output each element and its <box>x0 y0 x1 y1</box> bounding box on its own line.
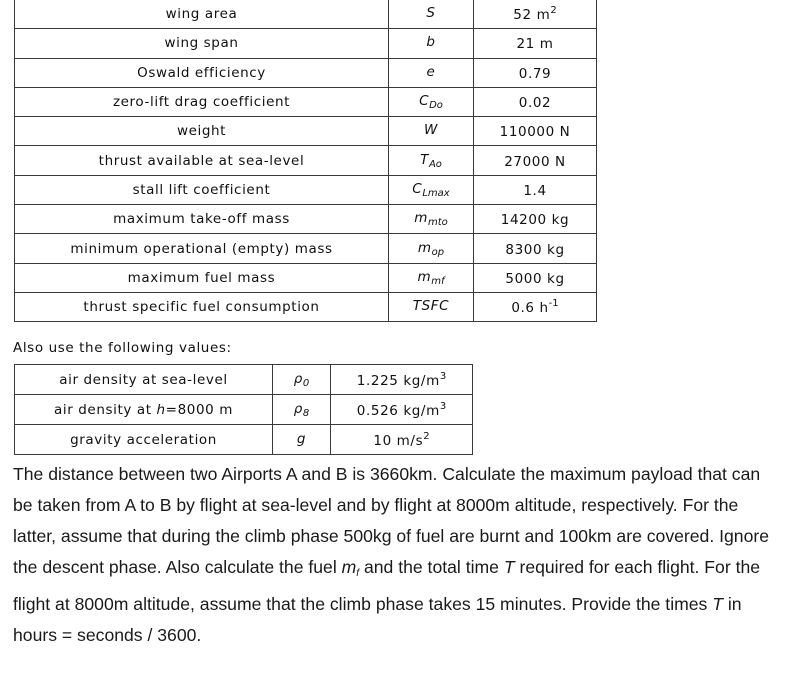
parameter-name: weight <box>15 117 389 146</box>
parameter-value: 5000 kg <box>474 263 597 292</box>
parameter-symbol: b <box>389 29 474 58</box>
problem-statement <box>13 459 778 651</box>
constant-row <box>15 395 473 425</box>
parameter-row <box>15 0 597 29</box>
parameter-name: thrust specific fuel consumption <box>15 292 389 321</box>
problem-text-4: in hours = seconds / 3600. <box>13 594 742 645</box>
parameter-symbol: $m_{mto}$ <box>389 205 474 234</box>
parameter-value: 110000 N <box>474 117 597 146</box>
parameter-name: wing span <box>15 29 389 58</box>
fuel-mass-symbol: $m_f$ <box>341 557 360 579</box>
constants-intro-label: Also use the following values: <box>13 340 232 356</box>
time-symbol: T <box>503 557 515 577</box>
constant-name: air density at h=8000 m <box>15 395 273 425</box>
problem-text-1: The distance between two Airports A and B is 3660km. Calculate the maximum payload that can be taken from A to B by flight at sea-level and by flight at 8000m altitude, respectively. For the latter, assume that during the climb phase 500kg of fuel are burnt and 100km are covered. Ignore the descent phase. Also calculate the fuel <box>13 464 770 577</box>
parameter-symbol: W <box>389 117 474 146</box>
parameter-row <box>15 87 597 116</box>
constant-value: 1.225 $kg/m^3$ <box>331 365 473 395</box>
aircraft-parameters-table <box>14 0 597 322</box>
constant-symbol: $\rho_0$ <box>273 365 331 395</box>
parameter-row <box>15 117 597 146</box>
parameter-row <box>15 205 597 234</box>
parameter-name: thrust available at sea-level <box>15 146 389 175</box>
time-symbol-2: T <box>712 594 723 614</box>
constant-symbol: g <box>273 425 331 455</box>
parameter-name: wing area <box>15 0 389 29</box>
parameter-symbol: S <box>389 0 474 29</box>
problem-text-2: and the total time <box>359 557 504 577</box>
parameter-row <box>15 263 597 292</box>
parameter-value: 27000 N <box>474 146 597 175</box>
parameter-name: minimum operational (empty) mass <box>15 234 389 263</box>
constant-value: 0.526 $kg/m^3$ <box>331 395 473 425</box>
parameter-row <box>15 29 597 58</box>
parameter-value: 14200 kg <box>474 205 597 234</box>
parameter-value: 1.4 <box>474 175 597 204</box>
parameter-symbol: $m_{mf}$ <box>389 263 474 292</box>
parameter-name: Oswald efficiency <box>15 58 389 87</box>
parameter-symbol: TSFC <box>389 292 474 321</box>
problem-text-3: required for each flight. For the flight at 8000m altitude, assume that the climb phase takes 15 minutes. Provide the times <box>13 557 761 614</box>
parameter-symbol: e <box>389 58 474 87</box>
parameter-symbol: $C_{Lmax}$ <box>389 175 474 204</box>
parameter-row <box>15 292 597 321</box>
parameter-name: zero-lift drag coefficient <box>15 87 389 116</box>
parameter-symbol: $T_{Ao}$ <box>389 146 474 175</box>
parameter-value: 8300 kg <box>474 234 597 263</box>
constant-value: 10 $m/s^2$ <box>331 425 473 455</box>
parameter-name: stall lift coefficient <box>15 175 389 204</box>
parameter-value: 0.79 <box>474 58 597 87</box>
constant-row <box>15 365 473 395</box>
parameter-value: 0.6 $h^{-1}$ <box>474 292 597 321</box>
constant-symbol: $\rho_8$ <box>273 395 331 425</box>
parameter-value: 0.02 <box>474 87 597 116</box>
parameter-value: 21 m <box>474 29 597 58</box>
parameter-name: maximum fuel mass <box>15 263 389 292</box>
constant-name: gravity acceleration <box>15 425 273 455</box>
parameter-symbol: $C_{Do}$ <box>389 87 474 116</box>
constant-name: air density at sea-level <box>15 365 273 395</box>
parameter-row <box>15 58 597 87</box>
parameter-row <box>15 146 597 175</box>
parameter-row <box>15 234 597 263</box>
parameter-row <box>15 175 597 204</box>
constants-table <box>14 364 473 455</box>
parameter-symbol: $m_{op}$ <box>389 234 474 263</box>
constant-row <box>15 425 473 455</box>
parameter-name: maximum take-off mass <box>15 205 389 234</box>
parameter-value: 52 $m^2$ <box>474 0 597 29</box>
